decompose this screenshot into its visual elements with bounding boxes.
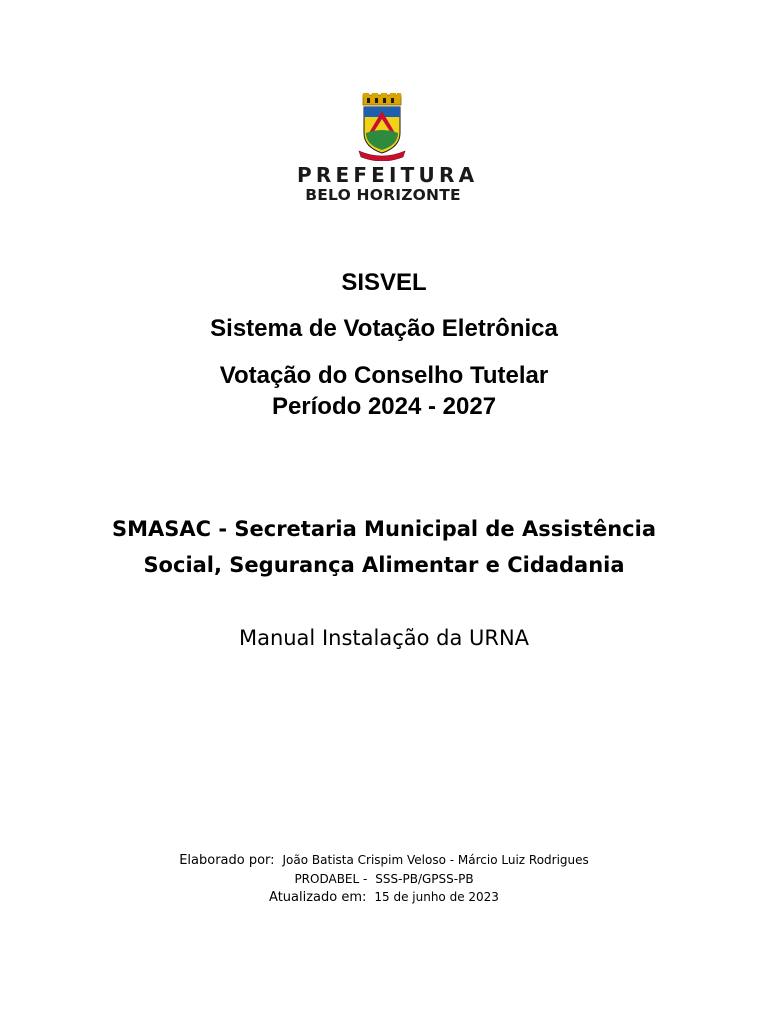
logo-text-city: BELO HORIZONTE: [305, 186, 461, 204]
updated-date: 15 de junho de 2023: [374, 890, 499, 904]
system-full-name: Sistema de Votação Eletrônica: [210, 315, 558, 342]
system-acronym: SISVEL: [341, 269, 427, 296]
credits-organization: [0, 871, 768, 886]
belo-horizonte-coat-of-arms-icon: [355, 93, 409, 161]
election-title: Votação do Conselho Tutelar: [219, 362, 549, 389]
authors-names: João Batista Crispim Veloso - Márcio Luiz Rodrigues: [282, 853, 589, 867]
credits-authors: [0, 852, 768, 868]
organization-line-1: SMASAC - Secretaria Municipal de Assistência: [111, 517, 656, 541]
logo-text-prefeitura: PREFEITURA: [297, 163, 479, 187]
org-label: PRODABEL -: [294, 872, 368, 886]
document-type: Manual Instalação da URNA: [238, 626, 530, 650]
credits-updated: [0, 889, 768, 905]
authors-label: Elaborado por:: [179, 853, 275, 868]
election-period: Período 2024 - 2027: [271, 393, 497, 420]
org-units: SSS-PB/GPSS-PB: [375, 872, 474, 886]
updated-label: Atualizado em:: [269, 890, 367, 905]
organization-line-2: Social, Segurança Alimentar e Cidadania: [143, 553, 625, 577]
prefeitura-logo: [297, 93, 479, 209]
